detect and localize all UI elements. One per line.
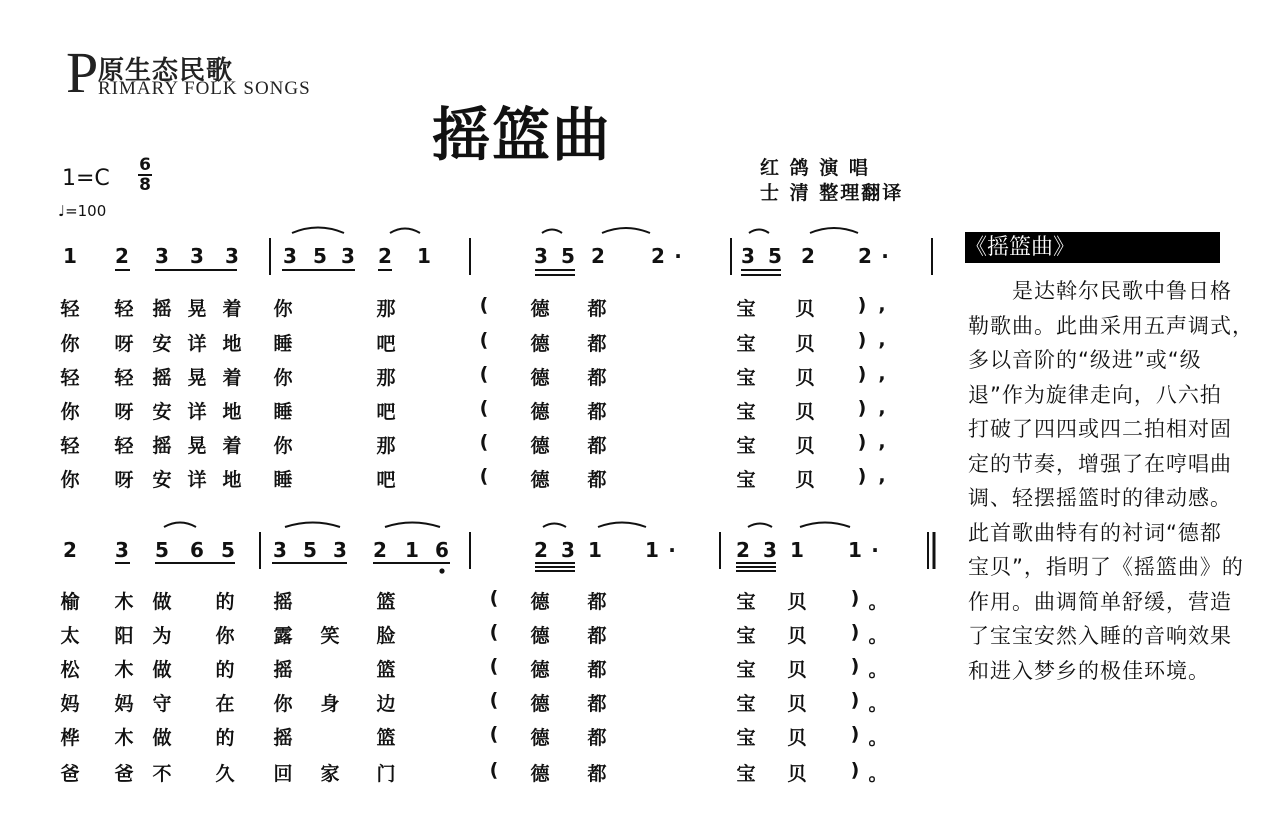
time-top: 6 [139,155,151,175]
refrain-syllable: ) [850,723,860,745]
refrain-syllable: 都 [587,693,607,715]
sidebar-line: 退”作为旋律走向，八六拍 [968,382,1222,407]
refrain-syllable: ) [850,689,860,711]
logo-letter: P [66,40,99,105]
refrain-syllable: 德 [530,659,550,681]
refrain-syllable: 德 [530,333,550,355]
refrain-syllable: ) [850,655,860,677]
lyric-syllable: 轻 [60,367,80,389]
refrain-syllable: 。 [868,693,888,715]
refrain-syllable: ( [479,329,489,351]
lyric-syllable: 守 [152,693,172,715]
note: 1 [405,538,419,562]
lyric-syllable: 阳 [114,625,134,647]
lyric-syllable: 家 [320,763,340,785]
sidebar-line: 是达斡尔民歌中鲁日格 [968,279,1232,303]
refrain-syllable: ( [479,431,489,453]
note: 5 [768,244,782,268]
lyric-syllable: 为 [152,625,172,647]
lyric-syllable: 的 [215,659,235,681]
refrain-syllable: ( [479,465,489,487]
note: 3 [763,538,777,562]
lyric-syllable: 你 [273,298,293,320]
refrain-syllable: 宝 [736,469,756,491]
lyric-syllable: 那 [376,298,396,320]
lyric-syllable: 呀 [114,469,134,491]
refrain-syllable: 宝 [736,727,756,749]
refrain-syllable: 宝 [736,298,756,320]
refrain-syllable: 贝 [787,591,807,613]
refrain-syllable: 德 [530,763,550,785]
sidebar-line: 多以音阶的“级进”或“级 [968,348,1202,372]
note: 2 [63,538,77,562]
refrain-syllable: 都 [587,469,607,491]
lyric-syllable: 轻 [114,367,134,389]
note: 5 [221,538,235,562]
time-bottom: 8 [139,175,151,195]
refrain-syllable: 贝 [795,333,815,355]
refrain-syllable: 都 [587,435,607,457]
note: 3 [155,244,169,268]
refrain-syllable: 宝 [736,401,756,423]
note: 1 [588,538,602,562]
refrain-syllable: 宝 [736,333,756,355]
refrain-syllable: 贝 [795,401,815,423]
note: 3 [534,244,548,268]
refrain-syllable: 宝 [736,763,756,785]
dot: · [881,244,889,268]
logo-en: RIMARY FOLK SONGS [98,78,311,99]
refrain-syllable: 德 [530,693,550,715]
note: 1 [417,244,431,268]
refrain-syllable: ( [489,689,499,711]
lyric-syllable: 摇 [273,727,293,749]
sidebar-line: 了宝宝安然入睡的音响效果 [968,624,1232,648]
refrain-syllable: ) [850,621,860,643]
note: 3 [741,244,755,268]
note: 2 [651,244,665,268]
refrain-syllable: 。 [868,763,888,785]
lyric-syllable: 轻 [114,298,134,320]
dot: · [668,538,676,562]
lyric-syllable: 露 [273,625,293,647]
lyric-syllable: 着 [222,298,242,320]
refrain-syllable: 都 [587,763,607,785]
lyric-syllable: 边 [376,693,396,715]
note: 3 [225,244,239,268]
lyric-syllable: 篮 [376,659,396,681]
lyric-syllable: 摇 [273,659,293,681]
lyric-syllable: 篮 [376,727,396,749]
note: 1 [645,538,659,562]
refrain-syllable: 。 [868,659,888,681]
note: 2 [591,244,605,268]
lyric-syllable: 安 [152,333,172,355]
note: 2 [736,538,750,562]
refrain-syllable: 都 [587,401,607,423]
lyric-syllable: 着 [222,435,242,457]
lyric-syllable: 爸 [114,763,134,785]
lyric-syllable: 地 [222,333,242,355]
lyric-syllable: 晃 [187,298,207,320]
refrain-syllable: ( [479,397,489,419]
refrain-syllable: ( [489,655,499,677]
note: 2 [373,538,387,562]
lyric-syllable: 笑 [320,625,340,647]
lyric-syllable: 摇 [152,298,172,320]
note: 3 [341,244,355,268]
lyric-syllable: 回 [273,763,293,785]
refrain-syllable: 都 [587,625,607,647]
tempo: ♩=100 [58,202,107,220]
refrain-syllable: 贝 [787,693,807,715]
lyric-syllable: 的 [215,591,235,613]
time-signature [138,157,152,193]
refrain-syllable: , [878,294,886,316]
note: 2 [115,244,129,268]
lyric-syllable: 摇 [273,591,293,613]
lyric-syllable: 睡 [273,401,293,423]
refrain-syllable: ( [489,621,499,643]
refrain-syllable: 德 [530,298,550,320]
note: 6 [190,538,204,562]
credit-translator: 士 清 整理翻译 [760,182,904,204]
refrain-syllable: 德 [530,591,550,613]
lyric-syllable: 睡 [273,333,293,355]
refrain-syllable: ( [479,294,489,316]
refrain-syllable: 都 [587,298,607,320]
dot: · [674,244,682,268]
note: 3 [115,538,129,562]
refrain-syllable: 贝 [787,659,807,681]
note: 2 [801,244,815,268]
lyric-syllable: 桦 [60,727,80,749]
note: 5 [303,538,317,562]
lyric-syllable: 地 [222,401,242,423]
lyric-syllable: 详 [187,333,207,355]
sidebar-heading: 《摇篮曲》 [965,232,1220,263]
lyric-syllable: 晃 [187,435,207,457]
refrain-syllable: 德 [530,401,550,423]
note: 5 [561,244,575,268]
refrain-syllable: 都 [587,591,607,613]
lyric-syllable: 呀 [114,401,134,423]
sidebar-line: 定的节奏，增强了在哼唱曲 [968,451,1232,476]
lyric-syllable: 你 [273,435,293,457]
lyric-syllable: 睡 [273,469,293,491]
lyric-syllable: 脸 [376,625,396,647]
lyric-syllable: 吧 [376,469,396,491]
sidebar-line: 宝贝”，指明了《摇篮曲》的 [968,555,1244,579]
lyric-syllable: 摇 [152,435,172,457]
refrain-syllable: 都 [587,367,607,389]
refrain-syllable: ) [857,397,867,419]
lyric-syllable: 呀 [114,333,134,355]
lyric-syllable: 吧 [376,401,396,423]
sidebar-line: 此首歌曲特有的衬词“德都 [968,520,1222,545]
refrain-syllable: 贝 [787,625,807,647]
lyric-syllable: 吧 [376,333,396,355]
lyric-syllable: 身 [320,693,340,715]
lyric-syllable: 篮 [376,591,396,613]
note: 6 [435,538,449,562]
lyric-syllable: 榆 [60,591,80,613]
lyric-syllable: 你 [215,625,235,647]
note: 3 [190,244,204,268]
sidebar-line: 作用。曲调简单舒缓，营造 [968,589,1232,614]
refrain-syllable: 都 [587,333,607,355]
lyric-syllable: 安 [152,469,172,491]
refrain-syllable: 贝 [787,763,807,785]
sidebar-line: 和进入梦乡的极佳环境。 [968,658,1210,683]
note: 5 [313,244,327,268]
song-title: 摇篮曲 [432,101,613,169]
sidebar-line: 勒歌曲。此曲采用五声调式， [968,313,1254,338]
refrain-syllable: 都 [587,659,607,681]
refrain-syllable: ) [857,431,867,453]
dot: · [871,538,879,562]
refrain-syllable: , [878,363,886,385]
sidebar-line: 打破了四四或四二拍相对固 [968,417,1232,441]
lyric-syllable: 在 [215,693,235,715]
lyric-syllable: 你 [273,367,293,389]
refrain-syllable: , [878,329,886,351]
refrain-syllable: 宝 [736,659,756,681]
note: 2 [378,244,392,268]
lyric-syllable: 摇 [152,367,172,389]
refrain-syllable: 宝 [736,625,756,647]
lyric-syllable: 做 [152,659,172,681]
sidebar-description [968,274,1254,688]
refrain-syllable: 贝 [795,298,815,320]
lyric-syllable: 爸 [60,763,80,785]
sidebar-line: 调、轻摆摇篮时的律动感。 [968,486,1232,510]
refrain-syllable: 德 [530,435,550,457]
refrain-syllable: ( [489,723,499,745]
refrain-syllable: ) [857,294,867,316]
key-signature: 1=C [62,166,110,191]
lyric-syllable: 轻 [60,298,80,320]
refrain-syllable: 贝 [795,469,815,491]
note: 1 [63,244,77,268]
note: 1 [790,538,804,562]
refrain-syllable: 宝 [736,367,756,389]
lyric-syllable: 木 [114,659,134,681]
note: 3 [273,538,287,562]
refrain-syllable: , [878,397,886,419]
refrain-syllable: 。 [868,625,888,647]
note: 3 [333,538,347,562]
lyric-syllable: 那 [376,435,396,457]
lyric-syllable: 详 [187,401,207,423]
refrain-syllable: ( [489,759,499,781]
refrain-syllable: ( [479,363,489,385]
lyric-syllable: 太 [60,625,80,647]
lyric-syllable: 的 [215,727,235,749]
note: 3 [561,538,575,562]
refrain-syllable: 宝 [736,435,756,457]
refrain-syllable: , [878,465,886,487]
lyric-syllable: 你 [273,693,293,715]
lyric-syllable: 你 [60,469,80,491]
lyric-syllable: 久 [215,763,235,785]
note: 1 [848,538,862,562]
refrain-syllable: ) [857,465,867,487]
lyric-syllable: 轻 [60,435,80,457]
logo-cn: 原生态民歌 [98,56,234,86]
refrain-syllable: ( [489,587,499,609]
lyric-syllable: 门 [376,763,396,785]
refrain-syllable: 。 [868,727,888,749]
lyric-syllable: 松 [60,659,80,681]
note: 2 [534,538,548,562]
refrain-syllable: 宝 [736,693,756,715]
refrain-syllable: 德 [530,625,550,647]
lyric-syllable: 木 [114,591,134,613]
refrain-syllable: 宝 [736,591,756,613]
refrain-syllable: ) [857,363,867,385]
lyric-syllable: 那 [376,367,396,389]
refrain-syllable: 德 [530,367,550,389]
refrain-syllable: ) [850,587,860,609]
refrain-syllable: 贝 [787,727,807,749]
lyric-syllable: 着 [222,367,242,389]
lyric-syllable: 妈 [60,693,80,715]
note: 3 [283,244,297,268]
lyric-syllable: 晃 [187,367,207,389]
refrain-syllable: 贝 [795,367,815,389]
refrain-syllable: ) [850,759,860,781]
refrain-syllable: 贝 [795,435,815,457]
lyric-syllable: 地 [222,469,242,491]
refrain-syllable: 都 [587,727,607,749]
refrain-syllable: 德 [530,469,550,491]
lyric-syllable: 木 [114,727,134,749]
credit-singer: 红 鸽 演 唱 [760,157,870,179]
note: 2 [858,244,872,268]
refrain-syllable: 。 [868,591,888,613]
lyric-syllable: 妈 [114,693,134,715]
lyric-syllable: 不 [152,763,172,785]
lyric-syllable: 做 [152,591,172,613]
lyric-syllable: 你 [60,401,80,423]
lyric-syllable: 轻 [114,435,134,457]
refrain-syllable: 德 [530,727,550,749]
refrain-syllable: ) [857,329,867,351]
refrain-syllable: , [878,431,886,453]
lyric-syllable: 做 [152,727,172,749]
lyric-syllable: 详 [187,469,207,491]
lyric-syllable: 你 [60,333,80,355]
lyric-syllable: 安 [152,401,172,423]
note: 5 [155,538,169,562]
